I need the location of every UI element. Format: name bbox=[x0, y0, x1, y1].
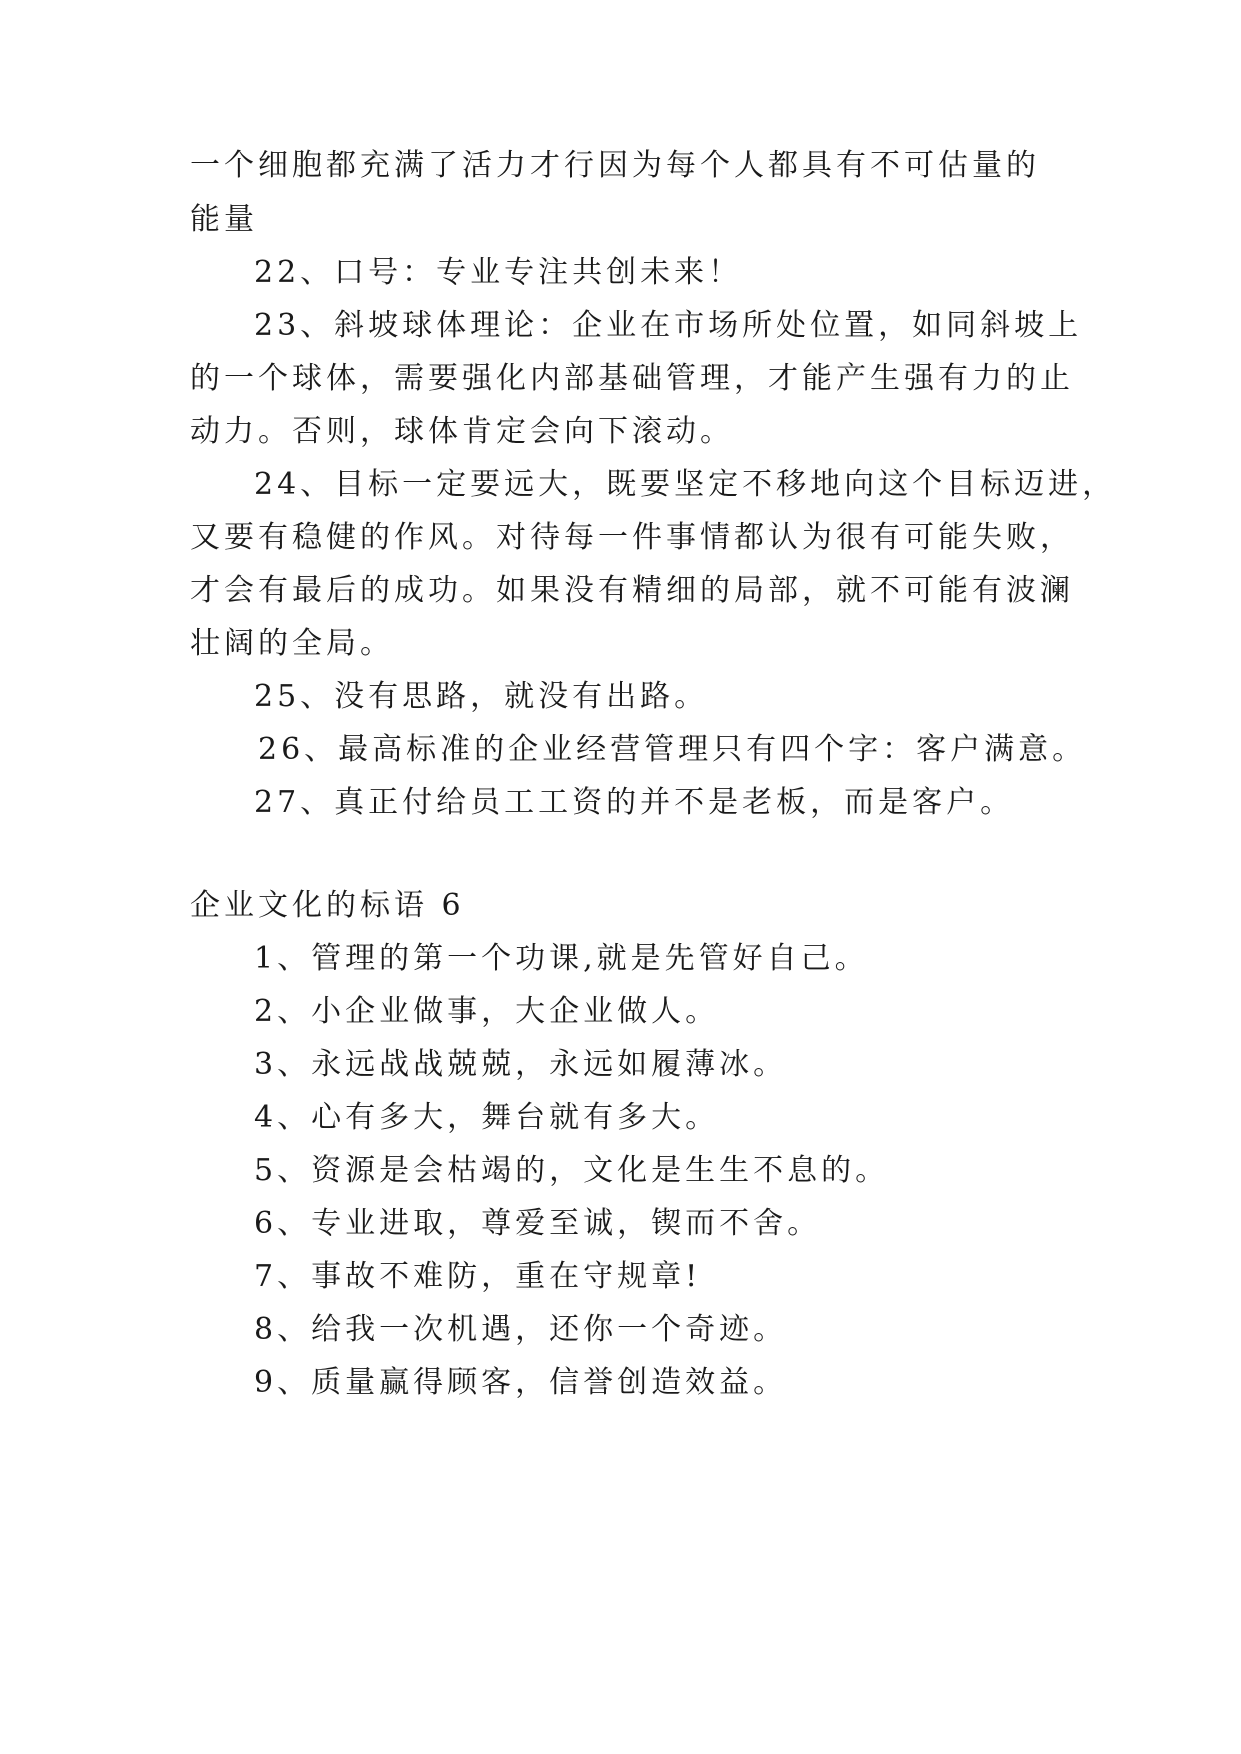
list-item: 3、永远战战兢兢，永远如履薄冰。 bbox=[254, 1047, 788, 1082]
body-text-line: 的一个球体，需要强化内部基础管理，才能产生强有力的止 bbox=[190, 361, 1074, 396]
list-item: 23、斜坡球体理论：企业在市场所处位置，如同斜坡上 bbox=[254, 308, 1083, 343]
list-item: 5、资源是会枯竭的，文化是生生不息的。 bbox=[254, 1153, 890, 1188]
list-item: 1、管理的第一个功课,就是先管好自己。 bbox=[254, 941, 869, 976]
section-heading: 企业文化的标语 6 bbox=[190, 888, 465, 923]
body-text-line: 壮阔的全局。 bbox=[190, 626, 394, 661]
body-text-line: 才会有最后的成功。如果没有精细的局部，就不可能有波澜 bbox=[190, 573, 1074, 608]
body-text-line: 又要有稳健的作风。对待每一件事情都认为很有可能失败， bbox=[190, 520, 1074, 555]
list-item: 8、给我一次机遇，还你一个奇迹。 bbox=[254, 1312, 788, 1347]
list-item: 7、事故不难防，重在守规章! bbox=[254, 1259, 702, 1294]
list-item: 22、口号：专业专注共创未来！ bbox=[254, 255, 743, 290]
list-item: 6、专业进取，尊爱至诚，锲而不舍。 bbox=[254, 1206, 822, 1241]
body-text-line: 能量 bbox=[190, 202, 258, 237]
list-item: 9、质量赢得顾客，信誉创造效益。 bbox=[254, 1365, 788, 1400]
list-item: 24、目标一定要远大，既要坚定不移地向这个目标迈进， bbox=[254, 467, 1117, 502]
body-text-line: 动力。否则，球体肯定会向下滚动。 bbox=[190, 414, 734, 449]
list-item: 25、没有思路，就没有出路。 bbox=[254, 679, 709, 714]
list-item: 27、真正付给员工工资的并不是老板，而是客户。 bbox=[254, 785, 1015, 820]
body-text-line: 一个细胞都充满了活力才行因为每个人都具有不可估量的 bbox=[190, 148, 1040, 183]
list-item: 2、小企业做事，大企业做人。 bbox=[254, 994, 720, 1029]
list-item: 26、最高标准的企业经营管理只有四个字：客户满意。 bbox=[258, 732, 1087, 767]
list-item: 4、心有多大，舞台就有多大。 bbox=[254, 1100, 720, 1135]
